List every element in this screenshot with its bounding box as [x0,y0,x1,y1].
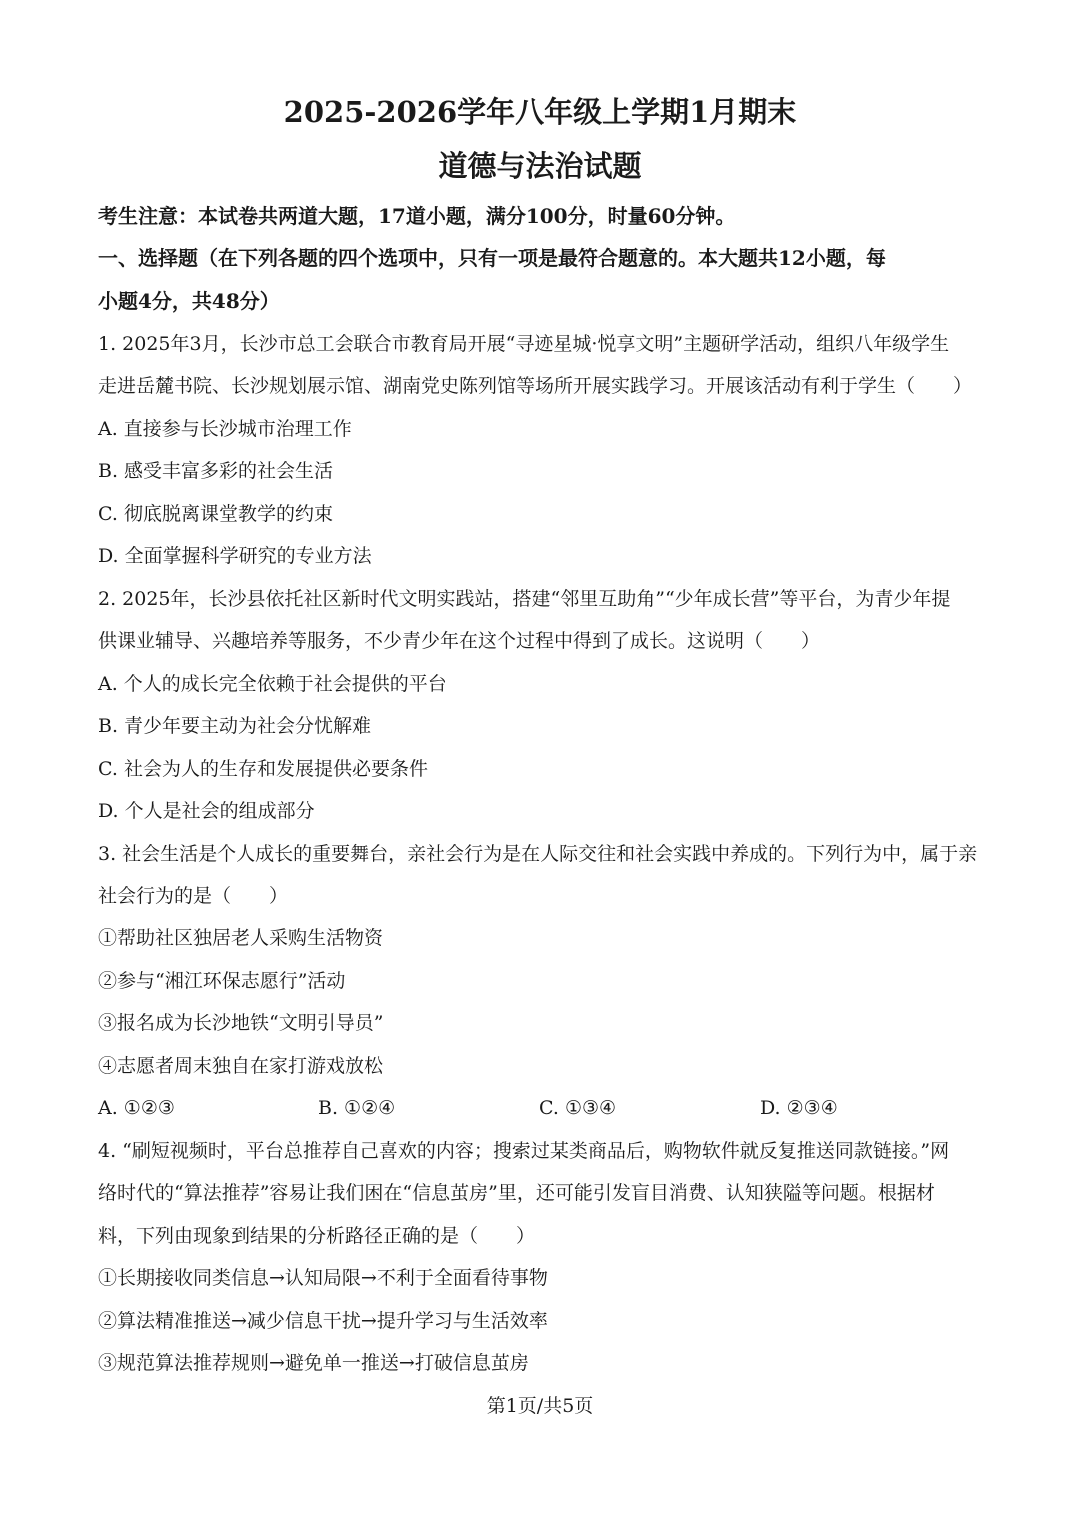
statement-item: ②参与“湘江环保志愿行”活动 [98,970,346,992]
option-d: D. ②③④ [760,1097,838,1119]
exam-subject-title: 道德与法治试题 [438,149,642,183]
options-row [98,1094,988,1122]
statement-item: ③报名成为长沙地铁“文明引导员” [98,1012,384,1034]
option-c: C. 彻底脱离课堂教学的约束 [98,503,333,525]
question-stem-line: 料，下列由现象到结果的分析路径正确的是（ ） [98,1225,536,1247]
option-c: C. 社会为人的生存和发展提供必要条件 [98,758,428,780]
question-stem-line: 2. 2025年，长沙县依托社区新时代文明实践站，搭建“邻里互助角”“少年成长营”等平台，为青少年提 [98,588,951,610]
option-b: B. 青少年要主动为社会分忧解难 [98,715,372,737]
question-stem-line: 3. 社会生活是个人成长的重要舞台，亲社会行为是在人际交往和社会实践中养成的。下列行为中，属于亲 [98,843,978,865]
option-a: A. ①②③ [98,1097,175,1119]
page-number: 第1页/共5页 [486,1395,594,1417]
statement-item: ②算法精准推送→减少信息干扰→提升学习与生活效率 [98,1310,548,1332]
statement-item: ④志愿者周末独自在家打游戏放松 [98,1055,384,1077]
section-heading: 一、选择题（在下列各题的四个选项中，只有一项是最符合题意的。本大题共12小题，每 [98,246,886,270]
option-d: D. 全面掌握科学研究的专业方法 [98,545,372,567]
statement-item: ③规范算法推荐规则→避免单一推送→打破信息茧房 [98,1352,529,1374]
question-stem-line: 4. “刷短视频时，平台总推荐自己喜欢的内容；搜索过某类商品后，购物软件就反复推送同款链接。”网 [98,1140,950,1162]
question-stem-line: 络时代的“算法推荐”容易让我们困在“信息茧房”里，还可能引发盲目消费、认知狭隘等问题。根据材 [98,1182,935,1204]
statement-item: ①帮助社区独居老人采购生活物资 [98,927,384,949]
option-a: A. 直接参与长沙城市治理工作 [98,418,352,440]
question-stem-line: 1. 2025年3月，长沙市总工会联合市教育局开展“寻迹星城·悦享文明”主题研学活动，组织八年级学生 [98,333,950,355]
option-d: D. 个人是社会的组成部分 [98,800,315,822]
exam-title: 2025-2026学年八年级上学期1月期末 [283,95,797,129]
option-a: A. 个人的成长完全依赖于社会提供的平台 [98,673,447,695]
option-b: B. 感受丰富多彩的社会生活 [98,460,334,482]
question-stem-line: 供课业辅导、兴趣培养等服务，不少青少年在这个过程中得到了成长。这说明（ ） [98,630,821,652]
option-c: C. ①③④ [539,1097,617,1119]
section-heading-continued: 小题4分，共48分） [98,289,280,313]
exam-notice: 考生注意：本试卷共两道大题，17道小题，满分100分，时量60分钟。 [98,204,736,228]
question-stem-line: 社会行为的是（ ） [98,885,289,907]
question-stem-line: 走进岳麓书院、长沙规划展示馆、湖南党史陈列馆等场所开展实践学习。开展该活动有利于学生（ ） [98,375,973,397]
option-b: B. ①②④ [318,1097,396,1119]
statement-item: ①长期接收同类信息→认知局限→不利于全面看待事物 [98,1267,548,1289]
